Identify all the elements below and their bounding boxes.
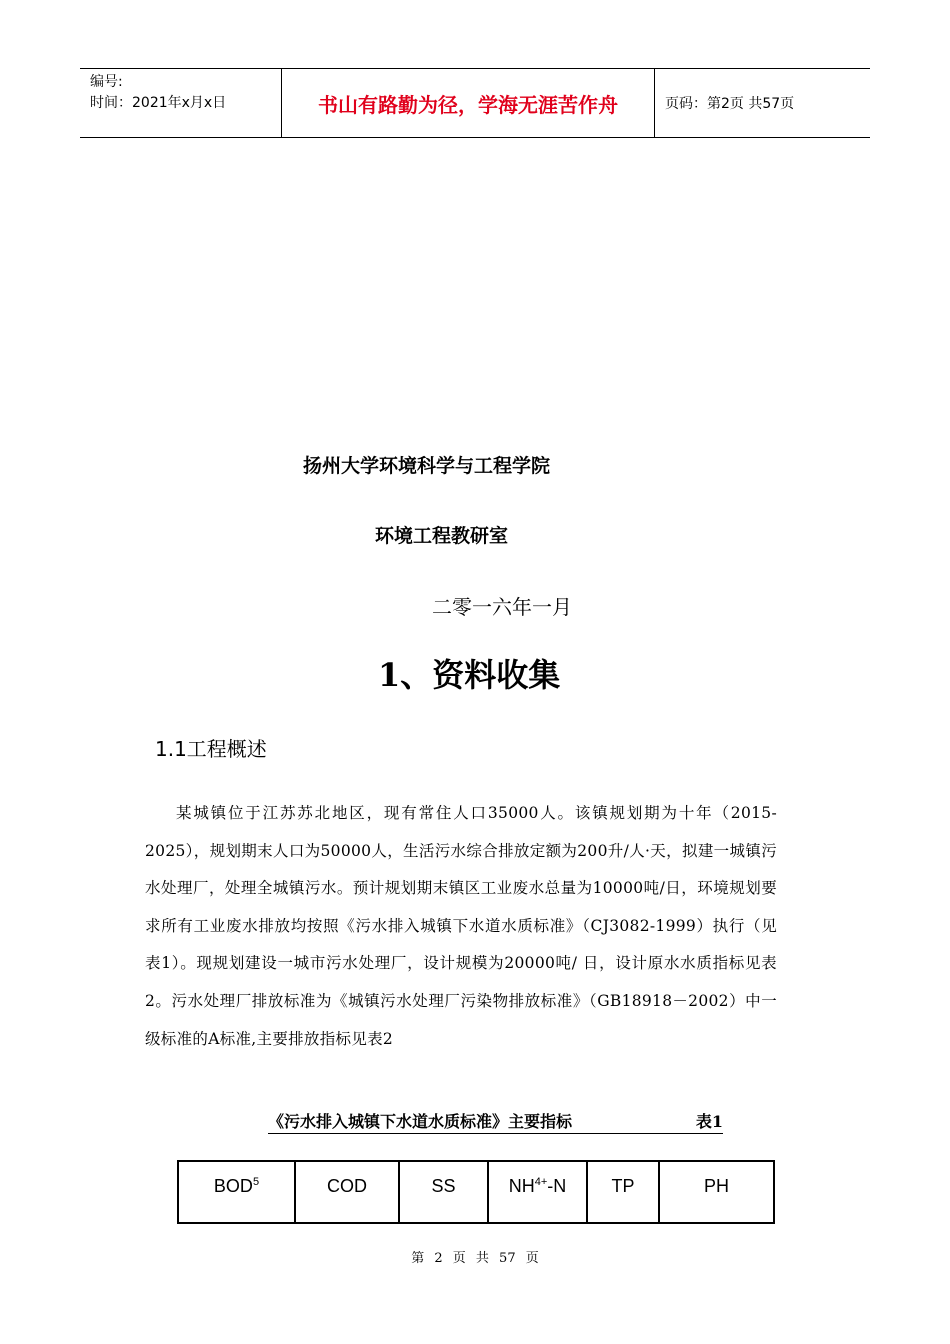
- section-title: 1、资料收集: [378, 656, 561, 694]
- standards-table: [177, 1160, 775, 1224]
- document-date: 二零一六年一月: [432, 595, 572, 619]
- subsection-title: 1.1工程概述: [155, 737, 267, 761]
- table-header-cell: TP: [588, 1162, 660, 1222]
- table-header-cell: PH: [703, 1176, 729, 1196]
- header-page-info: 页码：第2页 共57页: [665, 96, 795, 112]
- institution-name: 扬州大学环境科学与工程学院: [303, 455, 551, 477]
- table-caption: [268, 1111, 723, 1134]
- number-label: 编号:: [90, 74, 123, 90]
- table-header-cell: SS: [400, 1162, 489, 1222]
- table-header-cell: BOD 5: [179, 1162, 296, 1222]
- table-header-cell: COD: [296, 1162, 400, 1222]
- table-caption-label: 表1: [695, 1112, 723, 1131]
- time-label: 时间：2021年x月x日: [90, 95, 227, 111]
- table-caption-text: 《污水排入城镇下水道水质标准》主要指标: [268, 1112, 573, 1131]
- page-footer: 第 2 页 共 57 页: [411, 1251, 539, 1266]
- page-header: [80, 68, 870, 138]
- table-header-cell: NH 4 + -N: [489, 1162, 588, 1222]
- header-motto: 书山有路勤为径，学海无涯苦作舟: [282, 69, 655, 137]
- department-name: 环境工程教研室: [375, 525, 509, 547]
- body-paragraph: 某城镇位于江苏苏北地区，现有常住人口35000人。该镇规划期为十年（2015-2025），规划期末人口为50000人，生活污水综合排放定额为200升/人·天，拟建一城镇污水处理厂，处理全城镇污水。预计规划期末镇区工业废水总量为10000吨/日，环境规划要求所有工业废水排放均按照《污水排入城镇下水道水质标准》（CJ3082-1999）执行（见表1）。现规划建设一城市污水处理厂，设计规模为20000吨/ 日，设计原水水质指标见表2。污水处理厂排放标准为《城镇污水处理厂污染物排放标准》（GB18918－2002）中一级标准的A标准,主要排放指标见表2: [145, 804, 777, 1048]
- header-meta: [80, 69, 282, 137]
